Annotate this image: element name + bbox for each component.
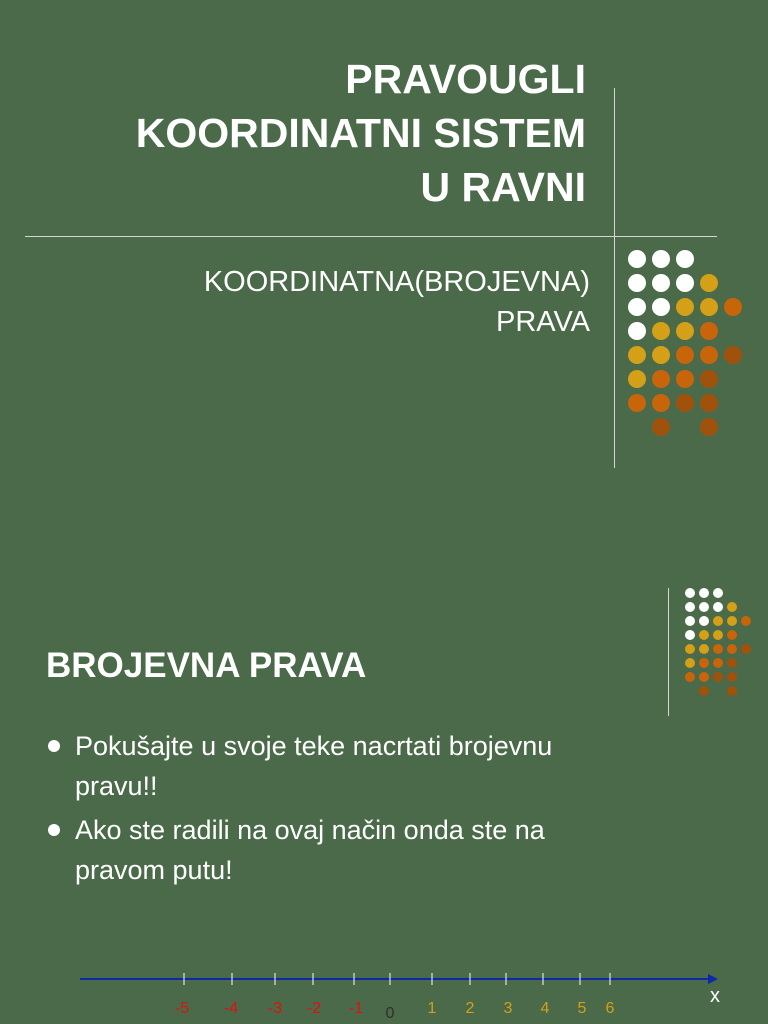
number-line-label: 4	[540, 1000, 550, 1017]
decorative-dot	[727, 630, 737, 640]
decorative-dot	[652, 322, 670, 340]
decorative-dot	[700, 370, 718, 388]
content-slide	[0, 512, 768, 1024]
bullet-dot-icon	[48, 740, 60, 752]
decorative-dot	[676, 250, 694, 268]
decorative-dot	[676, 394, 694, 412]
decorative-dot	[700, 274, 718, 292]
decorative-dot	[676, 322, 694, 340]
decorative-dot	[727, 602, 737, 612]
number-line-label: -4	[223, 1000, 239, 1017]
decorative-dot	[699, 616, 709, 626]
decorative-dot	[713, 658, 723, 668]
decorative-dot	[652, 394, 670, 412]
subtitle-line-1: KOORDINATNA(BROJEVNA)	[203, 266, 590, 298]
axis-label-x: x	[710, 985, 720, 1007]
number-line-label: 2	[465, 1000, 475, 1017]
decorative-dot	[628, 250, 646, 268]
decorative-dot	[685, 672, 695, 682]
decorative-dot	[676, 370, 694, 388]
subtitle-line-2: PRAVA	[495, 306, 590, 338]
decorative-dot	[628, 322, 646, 340]
decorative-dot	[676, 346, 694, 364]
decorative-dot	[700, 298, 718, 316]
number-line-label: 1	[427, 1000, 437, 1017]
decorative-dot	[676, 274, 694, 292]
decorative-dot	[700, 346, 718, 364]
number-line-label: -3	[267, 1000, 283, 1017]
decorative-dot	[727, 672, 737, 682]
decorative-dot	[628, 274, 646, 292]
decorative-dot	[628, 298, 646, 316]
decorative-dot	[713, 616, 723, 626]
decorative-dot	[699, 658, 709, 668]
decorative-dot	[700, 322, 718, 340]
decorative-dot	[685, 616, 695, 626]
decorative-dot	[741, 644, 751, 654]
decorative-dot	[628, 370, 646, 388]
title-divider-vertical	[614, 88, 615, 468]
decorative-dot	[700, 418, 718, 436]
number-line-label: -1	[348, 1000, 364, 1017]
title-line-1: PRAVOUGLI	[345, 56, 586, 102]
decorative-dot	[676, 298, 694, 316]
decorative-dot	[652, 274, 670, 292]
title-line-2: KOORDINATNI SISTEM	[135, 110, 586, 156]
number-line-label: -5	[174, 1000, 190, 1017]
number-line-arrow-icon	[708, 974, 718, 984]
decorative-dot	[652, 418, 670, 436]
slide-subtitle	[30, 262, 590, 342]
decorative-dot	[685, 588, 695, 598]
bullet-item	[46, 726, 646, 806]
decorative-dot	[724, 298, 742, 316]
section-heading: BROJEVNA PRAVA	[46, 646, 367, 685]
decorative-dot	[685, 630, 695, 640]
number-line-label: 5	[577, 1000, 587, 1017]
decorative-dot	[652, 346, 670, 364]
decorative-dot	[685, 602, 695, 612]
decorative-dot	[727, 644, 737, 654]
decorative-dot	[628, 394, 646, 412]
number-line-label: 0	[385, 1005, 395, 1022]
decorative-dot	[727, 616, 737, 626]
bullet-text-line: pravom putu!	[75, 855, 233, 885]
decorative-dot	[741, 616, 751, 626]
number-line-label: -2	[306, 1000, 322, 1017]
bullet-text-line: Ako ste radili na ovaj način onda ste na	[75, 815, 545, 845]
bullet-item	[46, 810, 646, 890]
decorative-dot	[724, 346, 742, 364]
decorative-dot	[700, 394, 718, 412]
bullet-text-line: Pokušajte u svoje teke nacrtati brojevnu	[75, 731, 553, 761]
decorative-dot	[727, 658, 737, 668]
number-line	[0, 962, 768, 1024]
decorative-dot	[699, 644, 709, 654]
decorative-dot	[699, 672, 709, 682]
number-line-label: 6	[605, 1000, 615, 1017]
decorative-dot	[652, 298, 670, 316]
decorative-dot	[699, 602, 709, 612]
decorative-dot	[713, 672, 723, 682]
bullet-list	[46, 726, 646, 894]
number-line-label: 3	[503, 1000, 513, 1017]
decorative-dot	[727, 686, 737, 696]
decorative-dot	[652, 250, 670, 268]
decorative-dot	[699, 588, 709, 598]
bullet-text-line: pravu!!	[75, 771, 158, 801]
decorative-dot	[713, 588, 723, 598]
bullet-dot-icon	[48, 824, 60, 836]
slide-title	[26, 52, 586, 214]
decorative-dot	[685, 658, 695, 668]
content-divider-vertical	[668, 588, 669, 716]
decorative-dot	[685, 644, 695, 654]
title-line-3: U RAVNI	[420, 164, 586, 210]
decorative-dot	[628, 346, 646, 364]
decorative-dot	[699, 630, 709, 640]
decorative-dot	[699, 686, 709, 696]
decorative-dot	[713, 644, 723, 654]
decorative-dot	[713, 602, 723, 612]
decorative-dot	[652, 370, 670, 388]
decorative-dot	[713, 630, 723, 640]
